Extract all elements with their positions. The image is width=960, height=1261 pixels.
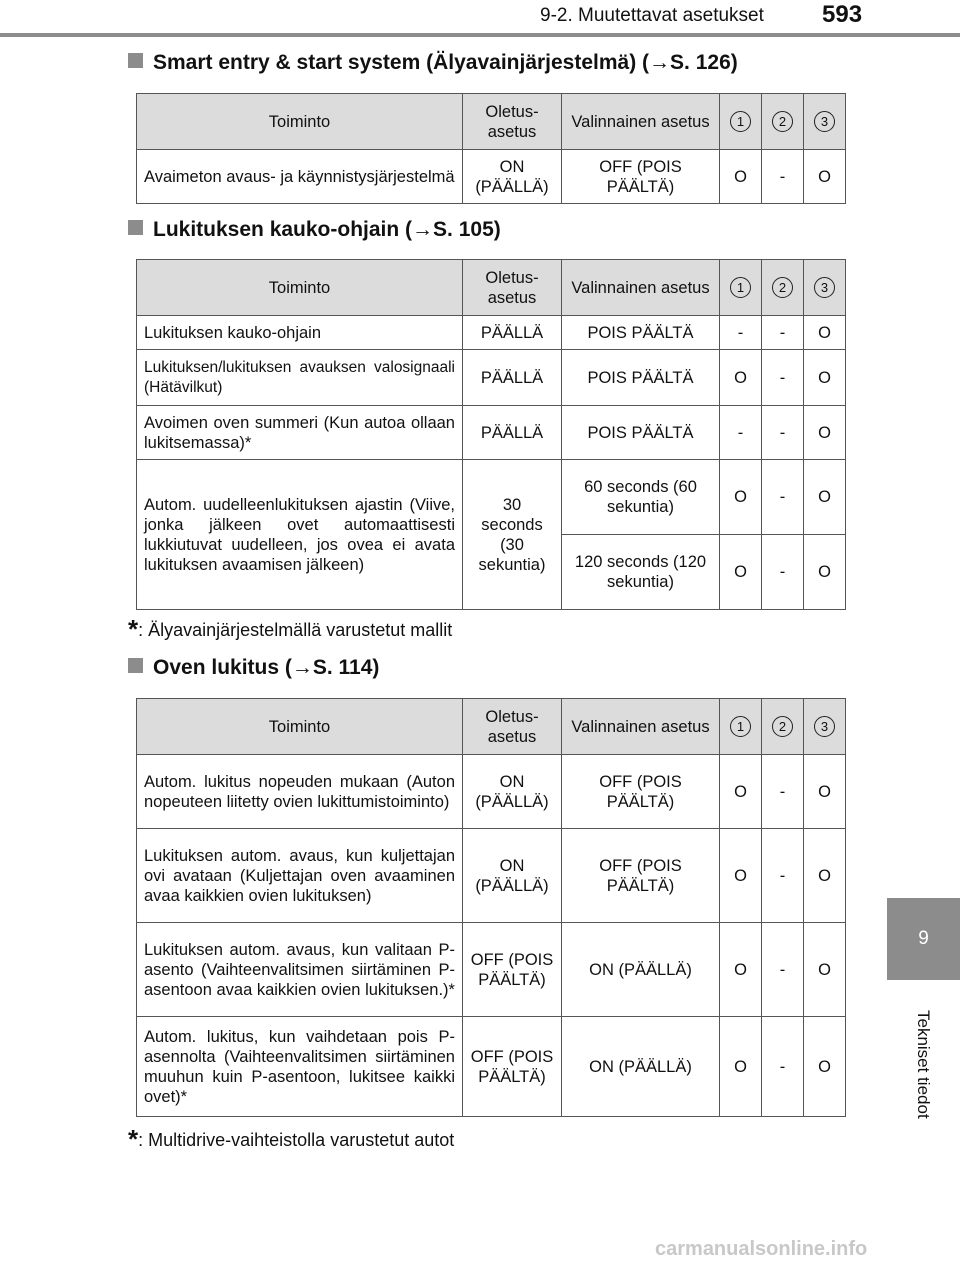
col-default: Oletus-asetus xyxy=(463,260,562,316)
table-row: Autom. lukitus, kun vaihdetaan pois P-asennolta (Vaihteenvalitsimen siirtäminen muuhun kuin P-asentoon, lukitsee kaikki ovet)* OFF (POIS PÄÄLTÄ) ON (PÄÄLLÄ) O - O xyxy=(137,1017,846,1117)
col-function: Toiminto xyxy=(137,260,463,316)
col-optional: Valinnainen asetus xyxy=(562,699,720,755)
col-1-icon: 1 xyxy=(730,277,751,298)
table-row: Lukituksen kauko-ohjain PÄÄLLÄ POIS PÄÄLTÄ - - O xyxy=(137,316,846,350)
col-default: Oletus-asetus xyxy=(463,699,562,755)
settings-table xyxy=(136,698,846,1117)
table-row: Autom. lukitus nopeuden mukaan (Auton nopeuteen liitetty ovien lukittumistoiminto) ON (PÄÄLLÄ) OFF (POIS PÄÄLTÄ) O - O xyxy=(137,755,846,829)
chapter-label: Tekniset tiedot xyxy=(914,1010,933,1119)
settings-table xyxy=(136,93,846,204)
table-row: Lukituksen autom. avaus, kun kuljettajan ovi avataan (Kuljettajan oven avaaminen avaa kaikkien ovien lukituksen) ON (PÄÄLLÄ) OFF (POIS PÄÄLTÄ) O - O xyxy=(137,829,846,923)
square-bullet-icon xyxy=(128,658,143,673)
col-default: Oletus-asetus xyxy=(463,94,562,150)
col-2-icon: 2 xyxy=(772,716,793,737)
col-2-icon: 2 xyxy=(772,277,793,298)
section-heading: Lukituksen kauko-ohjain (→S. 105) xyxy=(128,218,501,242)
col-3-icon: 3 xyxy=(814,277,835,298)
footnote: *: Älyavainjärjestelmällä varustetut mallit xyxy=(128,614,453,644)
col-optional: Valinnainen asetus xyxy=(562,260,720,316)
col-3-icon: 3 xyxy=(814,716,835,737)
col-1-icon: 1 xyxy=(730,111,751,132)
col-1-icon: 1 xyxy=(730,716,751,737)
table-row: Avaimeton avaus- ja käynnistysjärjestelmä ON (PÄÄLLÄ) OFF (POIS PÄÄLTÄ) O - O xyxy=(137,150,846,204)
col-2-icon: 2 xyxy=(772,111,793,132)
col-optional: Valinnainen asetus xyxy=(562,94,720,150)
table-row: Lukituksen/lukituksen avauksen valosignaali (Hätävilkut) PÄÄLLÄ POIS PÄÄLTÄ O - O xyxy=(137,350,846,406)
table-row: Avoimen oven summeri (Kun autoa ollaan lukitsemassa)* PÄÄLLÄ POIS PÄÄLTÄ - - O xyxy=(137,406,846,460)
settings-table xyxy=(136,259,846,610)
watermark: carmanualsonline.info xyxy=(655,1238,868,1260)
footnote: *: Multidrive-vaihteistolla varustetut autot xyxy=(128,1124,455,1154)
table-row: Autom. uudelleenlukituksen ajastin (Viive, jonka jälkeen ovet automaattisesti lukkiutuvat uudelleen, jos ovea ei avata lukituksen avaamisen jälkeen) 30 seconds (30 sekuntia) 60 seconds (60 sekuntia) O - O xyxy=(137,460,846,535)
section-title: 9-2. Muutettavat asetukset xyxy=(540,5,764,26)
section-heading: Smart entry & start system (Älyavainjärjestelmä) (→S. 126) xyxy=(128,51,738,75)
col-function: Toiminto xyxy=(137,699,463,755)
col-3-icon: 3 xyxy=(814,111,835,132)
col-function: Toiminto xyxy=(137,94,463,150)
square-bullet-icon xyxy=(128,53,143,68)
section-heading: Oven lukitus (→S. 114) xyxy=(128,656,379,680)
page-number: 593 xyxy=(822,1,863,28)
table-row: 120 seconds (120 sekuntia) O - O xyxy=(137,535,846,610)
table-row: Lukituksen autom. avaus, kun valitaan P-asento (Vaihteenvalitsimen siirtäminen P-asentoon avaa kaikkien ovien lukituksen.)* OFF (POIS PÄÄLTÄ) ON (PÄÄLLÄ) O - O xyxy=(137,923,846,1017)
chapter-tab: 9 xyxy=(887,898,960,980)
header-rule xyxy=(0,33,960,37)
square-bullet-icon xyxy=(128,220,143,235)
